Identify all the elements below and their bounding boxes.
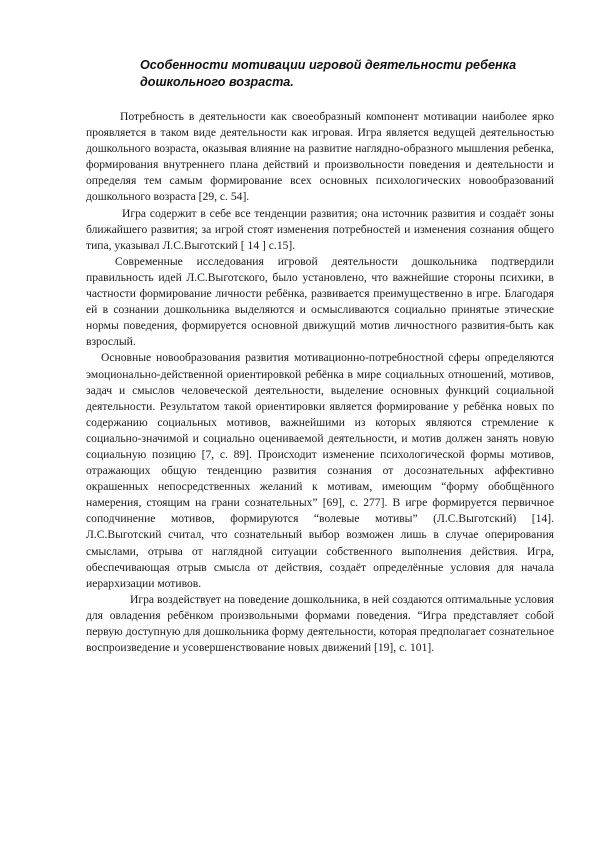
paragraph-5: Игра воздействует на поведение дошкольника, в ней создаются оптимальные условия для овладения ребёнком произвольными формами поведения. “Игра представляет собой первую доступную для дошкольника форму деятельности, которая предполагает сознательное воспроизведение и усовершенствование новых движений [19], с. 101]. (86, 592, 554, 655)
paragraph-2: Игра содержит в себе все тенденции развития; она источник развития и создаёт зоны ближайшего развития; за игрой стоят изменения потребностей и изменения сознания общего типа, указывал Л.С.Выготский [ 14 ] с.15]. (86, 206, 554, 252)
document-body (86, 109, 554, 656)
document-title: Особенности мотивации игровой деятельности ребенка дошкольного возраста. (140, 58, 517, 89)
paragraph-3: Современные исследования игровой деятельности дошкольника подтвердили правильность идей Л.С.Выготского, было установлено, что важнейшие стороны психики, в частности формирование личности ребёнка, развивается преимущественно в игре. Благодаря ей в сознании дошкольника выделяются и осмысливаются социально принятые этические нормы поведения, формируется основной движущий мотив личностного развития-быть как взрослый. (86, 254, 554, 349)
paragraph-1: Потребность в деятельности как своеобразный компонент мотивации наиболее ярко проявляется в таком виде деятельности как игровая. Игра является ведущей деятельностью дошкольного возраста, оказывая влияние на развитие наглядно-образного мышления ребенка, формирования внутреннего плана действий и произвольности поведения и деятельности и определяя тем самым формирование всех основных психологических новообразований дошкольного возраста [29, с. 54]. (86, 110, 554, 204)
paragraph-4: Основные новообразования развития мотивационно-потребностной сферы определяются эмоционально-действенной ориентировкой ребёнка в мире социальных отношений, мотивов, задач и смыслов человеческой деятельности, выделение основных функций социальной деятельности. Результатом такой ориентировки является формирование у ребёнка новых по содержанию социальных мотивов, важнейшими из которых являются стремление к социально-значимой и социально оцениваемой деятельности, и мотив должен занять новую социальную позицию [7, с. 89]. Происходит изменение психологической формы мотивов, отражающих общую тенденцию развития сознания от досознательных аффективно окрашенных непосредственных желаний к мотивам, имеющим “форму обобщённого намерения, стоящим на грани сознательных” [69], с. 277]. В игре формируется первичное соподчинение мотивов, формируются “волевые мотивы” (Л.С.Выготский) [14]. Л.С.Выготский считал, что сознательный выбор возможен лишь в случае оперирования смыслами, отрыва от наглядной ситуации собственного выполнения действия. Игра, обеспечивающая отрыв смысла от действия, создаёт определённые условия для начала иерархизации мотивов. (86, 351, 554, 590)
